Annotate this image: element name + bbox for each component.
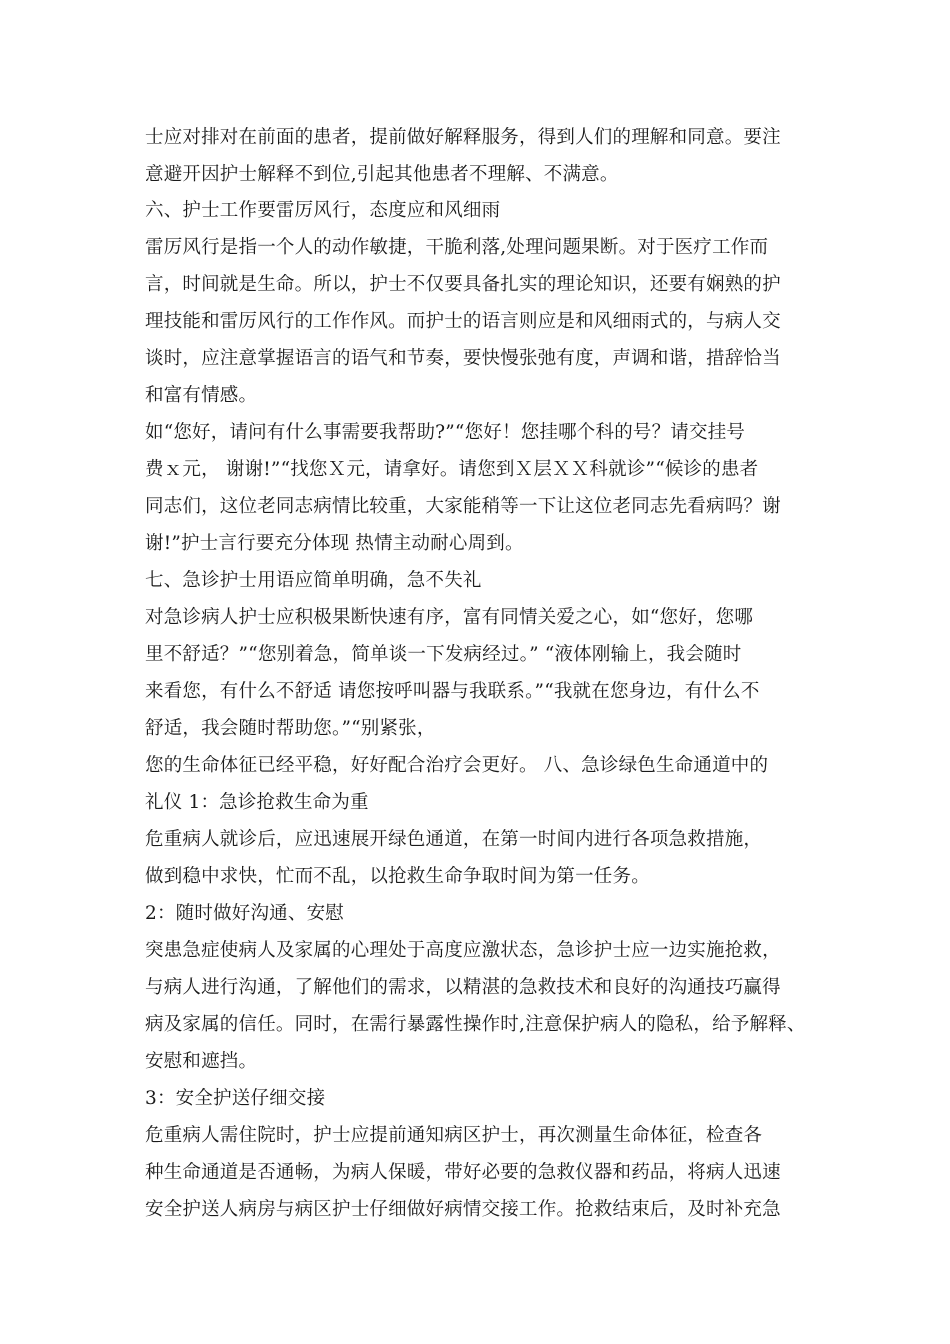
text-line: 危重病人需住院时，护士应提前通知病区护士，再次测量生命体征，检查各 [145, 1125, 763, 1146]
text-line: 安慰和遮挡。 [145, 1051, 258, 1072]
text-line: 雷厉风行是指一个人的动作敏捷，干脆利落,处理问题果断。对于医疗工作而 [145, 237, 769, 258]
text-line: 对急诊病人护士应积极果断快速有序，富有同情关爱之心，如“您好，您哪 [145, 607, 754, 628]
text-line: 如“您好，请问有什么事需要我帮助?”“您好！您挂哪个科的号？请交挂号 [145, 422, 746, 443]
text-line: 突患急症使病人及家属的心理处于高度应激状态，急诊护士应一边实施抢救， [145, 940, 781, 961]
text-line: 与病人进行沟通，了解他们的需求，以精湛的急救技术和良好的沟通技巧赢得 [145, 977, 781, 998]
text-line: 做到稳中求快，忙而不乱，以抢救生命争取时间为第一任务。 [145, 866, 650, 887]
text-line: 言，时间就是生命。所以，护士不仅要具备扎实的理论知识，还要有娴熟的护 [145, 274, 781, 295]
text-line: 士应对排对在前面的患者，提前做好解释服务，得到人们的理解和同意。要注 [145, 127, 781, 148]
text-line: 同志们，这位老同志病情比较重，大家能稍等一下让这位老同志先看病吗？谢 [145, 496, 781, 517]
text-line: 和富有情感。 [145, 385, 258, 406]
text-line: 危重病人就诊后，应迅速展开绿色通道，在第一时间内进行各项急救措施， [145, 829, 763, 850]
text-line: 礼仪 1：急诊抢救生命为重 [145, 792, 369, 813]
text-line: 费ｘ元， 谢谢!”“找您Ｘ元，请拿好。请您到Ｘ层ＸＸ科就诊”“候诊的患者 [145, 459, 759, 480]
subsection-heading: 2：随时做好沟通、安慰 [145, 903, 344, 924]
section-heading: 六、护士工作要雷厉风行，态度应和风细雨 [145, 200, 501, 221]
text-line: 里不舒适？”“您别着急，简单谈一下发病经过。” “液体刚输上，我会随时 [145, 644, 742, 665]
text-line: 意避开因护士解释不到位,引起其他患者不理解、不满意。 [145, 164, 619, 185]
text-line: 理技能和雷厉风行的工作作风。而护士的语言则应是和风细雨式的，与病人交 [145, 311, 781, 332]
text-line: 来看您，有什么不舒适 请您按呼叫器与我联系。”“我就在您身边，有什么不 [145, 681, 760, 702]
text-line: 谢!”护士言行要充分体现 热情主动耐心周到。 [145, 533, 524, 554]
subsection-heading: 3：安全护送仔细交接 [145, 1088, 326, 1109]
text-line: 谈时，应注意掌握语言的语气和节奏，要快慢张弛有度，声调和谐，措辞恰当 [145, 348, 781, 369]
text-line: 您的生命体征已经平稳，好好配合治疗会更好。 八、急诊绿色生命通道中的 [145, 755, 769, 776]
text-line: 病及家属的信任。同时，在需行暴露性操作时,注意保护病人的隐私，给予解释、 [145, 1014, 806, 1035]
text-line: 舒适，我会随时帮助您。”“别紧张， [145, 718, 436, 739]
text-line: 安全护送人病房与病区护士仔细做好病情交接工作。抢救结束后，及时补充急 [145, 1199, 781, 1220]
text-line: 种生命通道是否通畅，为病人保暖，带好必要的急救仪器和药品，将病人迅速 [145, 1162, 781, 1183]
section-heading: 七、急诊护士用语应简单明确，急不失礼 [145, 570, 482, 591]
